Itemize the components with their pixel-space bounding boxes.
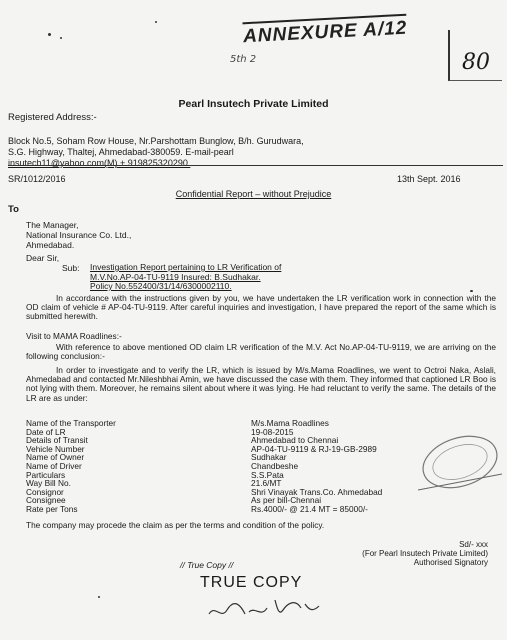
lr-detail-label: Rate per Tons	[26, 503, 78, 514]
signature-line: (For Pearl Insutech Private Limited)	[362, 549, 488, 558]
subject	[90, 263, 380, 292]
lr-detail-value: M/s.Mama Roadlines	[251, 418, 329, 428]
signature-line: Authorised Signatory	[413, 558, 488, 567]
signature-block	[300, 540, 488, 567]
report-date: 13th Sept. 2016	[397, 174, 461, 184]
signature-line: Sd/- xxx	[459, 540, 488, 549]
address-line: Block No.5, Soham Row House, Nr.Parshottam Bunglow, B/h. Gurudwara,	[8, 136, 304, 146]
company-seal-icon	[398, 430, 507, 500]
lr-detail-label: Consignor	[26, 486, 64, 497]
address-line: S.G. Highway, Thaltej, Ahmedabad-380059. E-mail-pearl	[8, 147, 234, 157]
reference-number: SR/1012/2016	[8, 174, 66, 184]
paragraph-reference: With reference to above mentioned OD claim LR verification of the M.V. Act No.AP-04-TU-9119, we are arriving on the following conclusion:-	[26, 342, 496, 362]
subject-line: M.V.No.AP-04-TU-9119 Insured: B.Sudhakar.	[90, 271, 261, 282]
lr-detail-label: Name of Owner	[26, 452, 85, 463]
true-copy-note: // True Copy //	[180, 560, 234, 570]
lr-detail-label: Date of LR	[26, 426, 66, 437]
subject-line: Investigation Report pertaining to LR Verification of	[90, 262, 282, 272]
lr-detail-label: Vehicle Number	[26, 443, 85, 454]
header-divider	[8, 165, 503, 166]
lr-detail-value: Sudhakar	[251, 452, 287, 463]
lr-detail-label: Details of Transit	[26, 435, 88, 446]
lr-detail-row	[26, 505, 486, 514]
lr-detail-label: Way Bill No.	[26, 478, 71, 489]
page-number-box	[448, 30, 502, 81]
handwritten-mark: 5th 2	[230, 54, 257, 65]
lr-detail-value: 21.6/MT	[251, 478, 282, 489]
lr-detail-value: As per bill-Chennai	[251, 495, 322, 506]
lr-detail-value: S.S.Pata	[251, 469, 284, 480]
to-label: To	[8, 204, 19, 215]
page-number: 80	[462, 50, 490, 75]
lr-detail-value: Shri Vinayak Trans.Co. Ahmedabad	[251, 486, 383, 497]
true-copy-stamp: TRUE COPY	[200, 574, 303, 591]
lr-detail-value: Chandbeshe	[251, 460, 299, 471]
lr-detail-value: AP-04-TU-9119 & RJ-19-GB-2989	[251, 443, 377, 454]
salutation: Dear Sir,	[26, 253, 60, 263]
addressee-line: National Insurance Co. Ltd.,	[26, 230, 132, 240]
lr-detail-value: Ahmedabad to Chennai	[251, 435, 339, 446]
paragraph-investigation: In order to investigate and to verify the LR, which is issued by M/s.Mama Roadlines, we went to Octroi Naka, Aslali, Ahmedabad and contacted Mr.Nileshbhai Amin, we have discussed the case with them. They informed that captioned LR Boo is not lying with them. Moreover, he remains silent about where it was lying. He had reluctant to verify the same. The details of the LR are as under:	[26, 365, 496, 403]
subject-label: Sub:	[62, 263, 80, 273]
conclusion: The company may procede the claim as per the terms and condition of the policy.	[26, 520, 325, 530]
addressee-line: The Manager,	[26, 220, 79, 230]
company-name: Pearl Insutech Private Limited	[178, 98, 329, 110]
report-title: Confidential Report – without Prejudice	[175, 189, 332, 199]
lr-detail-value: 19-08-2015	[251, 426, 294, 437]
registered-address-label: Registered Address:-	[8, 112, 97, 123]
addressee	[26, 220, 131, 250]
lr-detail-label: Name of Driver	[26, 460, 82, 471]
lr-detail-label: Consignee	[26, 495, 66, 506]
addressee-line: Ahmedabad.	[26, 240, 75, 250]
annexure-mark: ANNEXURE A/12	[242, 14, 407, 49]
lr-detail-label: Particulars	[26, 469, 66, 480]
lr-detail-label: Name of the Transporter	[26, 418, 116, 428]
handwritten-signature	[205, 590, 325, 626]
subject-line: Policy No.552400/31/14/6300002110.	[90, 281, 232, 291]
paragraph-intro: In accordance with the instructions given by you, we have undertaken the LR verification work in connection with the OD claim of vehicle # AP-04-TU-9119. After careful inquiries and investigation, I have prepared the report of the same which is submitted herewith.	[26, 293, 496, 322]
email-phone[interactable]: insutech11@yahoo.com(M) + 919825320290.	[8, 158, 191, 168]
visit-heading: Visit to MAMA Roadlines:-	[26, 331, 122, 341]
lr-detail-value: Rs.4000/- @ 21.4 MT = 85000/-	[251, 503, 368, 514]
